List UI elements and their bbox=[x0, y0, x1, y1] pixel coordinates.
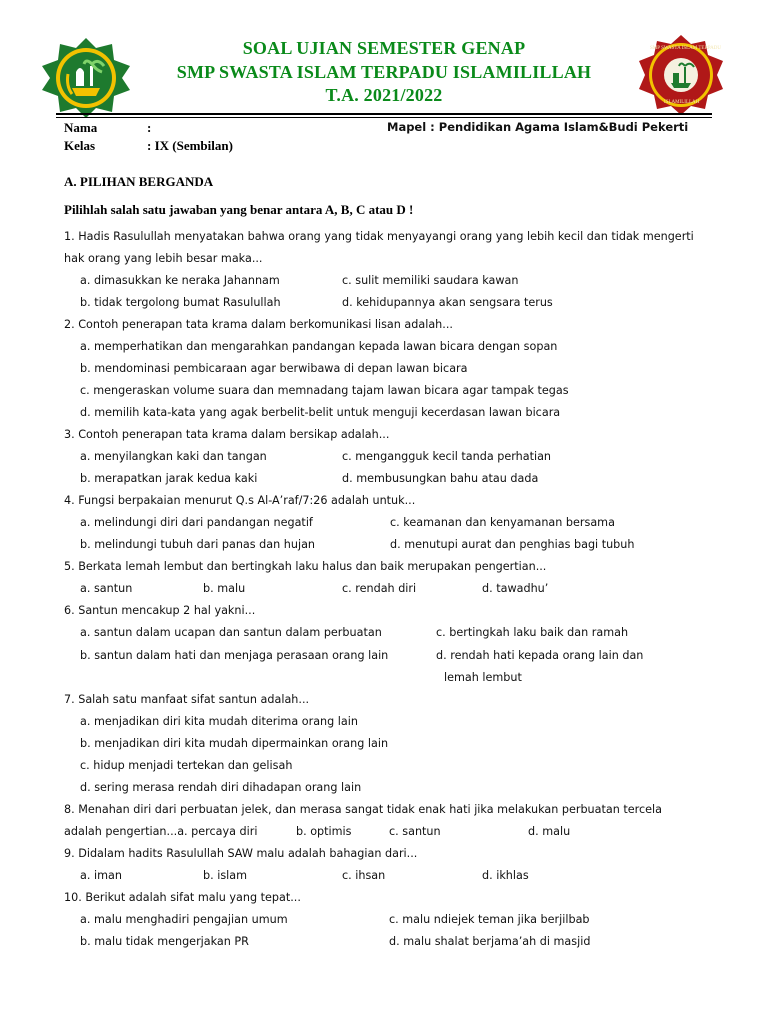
question-9-option-b[interactable]: b. islam bbox=[203, 869, 248, 882]
question-10-option-b[interactable]: b. malu tidak mengerjakan PR bbox=[80, 935, 249, 948]
question-7-option-a[interactable]: a. menjadikan diri kita mudah diterima orang lain bbox=[80, 715, 358, 728]
question-1-option-c[interactable]: c. sulit memiliki saudara kawan bbox=[342, 274, 519, 287]
question-8-option-b[interactable]: b. optimis bbox=[296, 825, 352, 838]
question-2-option-b[interactable]: b. mendominasi pembicaraan agar berwibawa di depan lawan bicara bbox=[80, 362, 468, 375]
nama-separator: : bbox=[147, 120, 152, 135]
question-9-text: 9. Didalam hadits Rasulullah SAW malu adalah bahagian dari... bbox=[64, 847, 418, 860]
kelas-value: : IX (Sembilan) bbox=[147, 138, 233, 153]
question-1-option-d[interactable]: d. kehidupannya akan sengsara terus bbox=[342, 296, 553, 309]
question-2-option-d[interactable]: d. memilih kata-kata yang agak berbelit-belit untuk menguji kecerdasan lawan bicara bbox=[80, 406, 561, 419]
mapel-label: Mapel : Pendidikan Agama Islam&Budi Pekerti bbox=[387, 120, 689, 134]
section-instruction: Pilihlah salah satu jawaban yang benar antara A, B, C atau D ! bbox=[64, 202, 414, 217]
question-4-text: 4. Fungsi berpakaian menurut Q.s Al-A’raf/7:26 adalah untuk... bbox=[64, 494, 416, 507]
question-9-option-a[interactable]: a. iman bbox=[80, 869, 122, 882]
question-10-option-d[interactable]: d. malu shalat berjama’ah di masjid bbox=[389, 935, 591, 948]
question-4-option-d[interactable]: d. menutupi aurat dan penghias bagi tubuh bbox=[390, 538, 635, 551]
question-10-text: 10. Berikut adalah sifat malu yang tepat... bbox=[64, 891, 301, 904]
question-7-option-b[interactable]: b. menjadikan diri kita mudah dipermainkan orang lain bbox=[80, 737, 389, 750]
question-7-option-d[interactable]: d. sering merasa rendah diri dihadapan orang lain bbox=[80, 781, 362, 794]
question-1-text: 1. Hadis Rasulullah menyatakan bahwa orang yang tidak menyayangi orang yang lebih kecil dan tidak mengerti bbox=[64, 230, 694, 243]
question-2-option-c[interactable]: c. mengeraskan volume suara dan memnadang tajam lawan bicara agar tampak tegas bbox=[80, 384, 569, 397]
logo-text-top: SMP SWASTA ISLAM TERPADU bbox=[650, 46, 721, 51]
question-3-option-b[interactable]: b. merapatkan jarak kedua kaki bbox=[80, 472, 258, 485]
question-1-option-b[interactable]: b. tidak tergolong bumat Rasulullah bbox=[80, 296, 281, 309]
question-6-option-d-cont[interactable]: lemah lembut bbox=[444, 671, 522, 684]
question-5-option-d[interactable]: d. tawadhu’ bbox=[482, 582, 549, 595]
school-logo-right bbox=[632, 34, 730, 116]
question-4-option-a[interactable]: a. melindungi diri dari pandangan negatif bbox=[80, 516, 313, 529]
section-title: A. PILIHAN BERGANDA bbox=[64, 174, 214, 189]
question-5-option-a[interactable]: a. santun bbox=[80, 582, 133, 595]
header-rule-thick bbox=[56, 113, 712, 115]
question-8-text: 8. Menahan diri dari perbuatan jelek, dan merasa sangat tidak enak hati jika melakukan perbuatan tercela bbox=[64, 803, 663, 816]
question-7-option-c[interactable]: c. hidup menjadi tertekan dan gelisah bbox=[80, 759, 293, 772]
question-9-option-c[interactable]: c. ihsan bbox=[342, 869, 386, 882]
question-3-option-c[interactable]: c. mengangguk kecil tanda perhatian bbox=[342, 450, 552, 463]
question-7-text: 7. Salah satu manfaat sifat santun adalah... bbox=[64, 693, 310, 706]
question-4-option-c[interactable]: c. keamanan dan kenyamanan bersama bbox=[390, 516, 615, 529]
question-10-option-c[interactable]: c. malu ndiejek teman jika berjilbab bbox=[389, 913, 590, 926]
question-5-option-c[interactable]: c. rendah diri bbox=[342, 582, 417, 595]
question-5-option-b[interactable]: b. malu bbox=[203, 582, 246, 595]
header-title-line3: T.A. 2021/2022 bbox=[325, 85, 443, 105]
nama-label: Nama bbox=[64, 120, 98, 135]
question-4-option-b[interactable]: b. melindungi tubuh dari panas dan hujan bbox=[80, 538, 316, 551]
question-1-text-cont: hak orang yang lebih besar maka... bbox=[64, 252, 263, 265]
question-8-text-cont-option-a: adalah pengertian...a. percaya diri bbox=[64, 825, 258, 838]
question-6-text: 6. Santun mencakup 2 hal yakni... bbox=[64, 604, 256, 617]
question-8-option-d[interactable]: d. malu bbox=[528, 825, 571, 838]
question-8-option-c[interactable]: c. santun bbox=[389, 825, 441, 838]
question-3-option-a[interactable]: a. menyilangkan kaki dan tangan bbox=[80, 450, 267, 463]
question-6-option-d[interactable]: d. rendah hati kepada orang lain dan bbox=[436, 649, 644, 662]
question-2-option-a[interactable]: a. memperhatikan dan mengarahkan pandangan kepada lawan bicara dengan sopan bbox=[80, 340, 558, 353]
question-10-option-a[interactable]: a. malu menghadiri pengajian umum bbox=[80, 913, 288, 926]
question-6-option-a[interactable]: a. santun dalam ucapan dan santun dalam perbuatan bbox=[80, 626, 382, 639]
question-5-text: 5. Berkata lemah lembut dan bertingkah laku halus dan baik merupakan pengertian... bbox=[64, 560, 547, 573]
logo-text-bottom: ISLAMILILLAH bbox=[664, 100, 700, 105]
question-3-text: 3. Contoh penerapan tata krama dalam bersikap adalah... bbox=[64, 428, 390, 441]
question-6-option-b[interactable]: b. santun dalam hati dan menjaga perasaan orang lain bbox=[80, 649, 389, 662]
header-title-line1: SOAL UJIAN SEMESTER GENAP bbox=[242, 38, 526, 58]
kelas-label: Kelas bbox=[64, 138, 96, 153]
question-3-option-d[interactable]: d. membusungkan bahu atau dada bbox=[342, 472, 539, 485]
header-rule-thin bbox=[56, 117, 712, 118]
question-6-option-c[interactable]: c. bertingkah laku baik dan ramah bbox=[436, 626, 629, 639]
question-9-option-d[interactable]: d. ikhlas bbox=[482, 869, 529, 882]
question-2-text: 2. Contoh penerapan tata krama dalam berkomunikasi lisan adalah... bbox=[64, 318, 453, 331]
question-1-option-a[interactable]: a. dimasukkan ke neraka Jahannam bbox=[80, 274, 280, 287]
header-title-line2: SMP SWASTA ISLAM TERPADU ISLAMILILLAH bbox=[176, 62, 592, 82]
school-logo-left bbox=[38, 38, 134, 118]
